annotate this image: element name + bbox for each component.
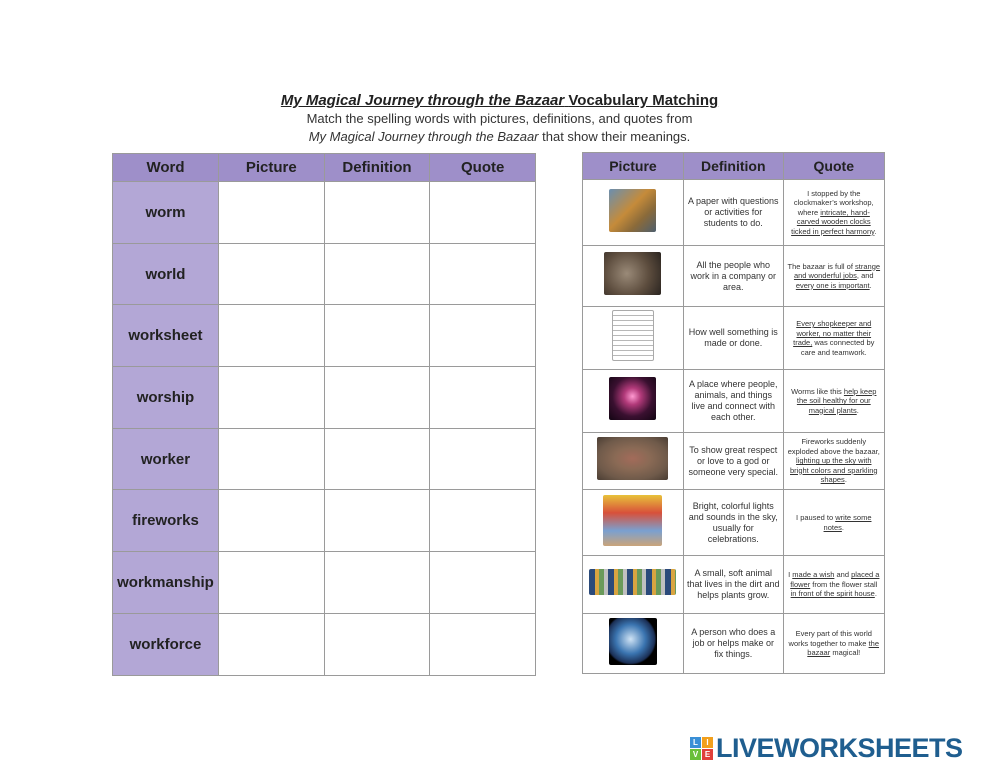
definition-drop-cell[interactable] (324, 490, 430, 552)
logo-letter: I (702, 737, 713, 748)
definition-drop-cell[interactable] (324, 243, 430, 305)
construction-worker-photo[interactable] (609, 189, 656, 232)
workforce-group-photo[interactable] (589, 569, 676, 595)
picture-option-cell[interactable] (583, 556, 684, 614)
quote-text: and (834, 570, 852, 580)
answer-row (113, 613, 536, 675)
definition-drop-cell[interactable] (324, 428, 430, 490)
quote-underlined-text: every one is important (795, 280, 870, 290)
option-row (583, 614, 885, 674)
option-row (583, 180, 885, 246)
title-rest: Vocabulary Matching (568, 92, 719, 109)
quote-text: Worms like this (791, 386, 844, 396)
quote-text: . (844, 475, 847, 485)
subtitle-book-name: My Magical Journey through the Bazaar (308, 129, 539, 144)
earth-globe-photo[interactable] (609, 618, 657, 665)
quote-option-cell[interactable] (783, 433, 884, 490)
word-cell: fireworks (113, 490, 219, 552)
header-word: Word (113, 154, 219, 182)
picture-drop-cell[interactable] (218, 367, 324, 429)
definition-option-cell[interactable]: All the people who work in a company or area. (683, 246, 783, 307)
quote-text: Fireworks suddenly exploded above the bazaar, (787, 437, 880, 456)
answer-row (113, 243, 536, 305)
answer-row (113, 490, 536, 552)
subtitle-line-2 (0, 128, 999, 146)
quote-text: . (874, 226, 877, 236)
temple-worship-photo[interactable] (603, 495, 662, 546)
answer-row (113, 428, 536, 490)
picture-option-cell[interactable] (583, 614, 684, 674)
quote-option-cell[interactable] (783, 370, 884, 433)
quote-text: was connected by care and teamwork. (800, 338, 875, 357)
picture-option-cell[interactable] (583, 490, 684, 556)
subtitle-line-1: Match the spelling words with pictures, definitions, and quotes from (306, 111, 693, 126)
definition-option-cell[interactable]: To show great respect or love to a god or someone very special. (683, 433, 783, 490)
quote-drop-cell[interactable] (430, 613, 536, 675)
quote-text: . (874, 589, 877, 599)
definition-option-cell[interactable]: A small, soft animal that lives in the dirt and helps plants grow. (683, 556, 783, 614)
definition-drop-cell[interactable] (324, 613, 430, 675)
word-cell: world (113, 243, 219, 305)
logo-squares-icon (690, 737, 713, 760)
answer-row (113, 182, 536, 244)
quote-underlined-text: write some notes (823, 513, 872, 532)
quote-text: Every part of this world works together to make (788, 629, 872, 648)
quote-underlined-text: in front of the spirit house (790, 589, 875, 599)
title-book-name: My Magical Journey through the Bazaar (280, 92, 565, 109)
definition-option-cell[interactable]: A place where people, animals, and things live and connect with each other. (683, 370, 783, 433)
liveworksheets-logo[interactable] (690, 733, 963, 763)
word-cell: worker (113, 428, 219, 490)
logo-letter: V (690, 749, 701, 760)
answer-table-header (113, 154, 536, 182)
quote-underlined-text: lighting up the sky with bright colors and sparkling shapes (790, 456, 878, 485)
quote-text: from the flower stall (810, 579, 878, 589)
quote-drop-cell[interactable] (430, 367, 536, 429)
picture-option-cell[interactable] (583, 370, 684, 433)
option-row (583, 556, 885, 614)
quote-underlined-text: the bazaar (807, 638, 880, 658)
word-cell: workmanship (113, 552, 219, 614)
quote-drop-cell[interactable] (430, 428, 536, 490)
options-header-picture: Picture (583, 153, 684, 180)
quote-underlined-text: made a wish (792, 570, 835, 580)
quote-text: magical! (830, 648, 861, 658)
quote-drop-cell[interactable] (430, 552, 536, 614)
earthworm-photo[interactable] (597, 437, 668, 480)
word-cell: worksheet (113, 305, 219, 367)
quote-option-cell[interactable] (783, 490, 884, 556)
quote-option-cell[interactable] (783, 180, 884, 246)
picture-drop-cell[interactable] (218, 182, 324, 244)
header-quote: Quote (430, 154, 536, 182)
definition-drop-cell[interactable] (324, 367, 430, 429)
quote-text: . (841, 522, 844, 532)
quote-underlined-text: help keep the soil healthy for our magical plants (796, 386, 877, 415)
picture-drop-cell[interactable] (218, 428, 324, 490)
picture-option-cell[interactable] (583, 433, 684, 490)
quote-drop-cell[interactable] (430, 305, 536, 367)
quote-drop-cell[interactable] (430, 182, 536, 244)
picture-drop-cell[interactable] (218, 490, 324, 552)
quote-drop-cell[interactable] (430, 490, 536, 552)
quote-underlined-text: Every shopkeeper and worker, no matter their trade, (793, 319, 872, 347)
craftsman-working-photo[interactable] (604, 252, 661, 295)
picture-drop-cell[interactable] (218, 552, 324, 614)
options-header-quote: Quote (783, 153, 884, 180)
title-block (0, 91, 999, 146)
logo-text: LIVEWORKSHEETS (716, 732, 963, 763)
answer-row (113, 305, 536, 367)
quote-option-cell[interactable] (783, 307, 884, 370)
definition-drop-cell[interactable] (324, 305, 430, 367)
option-row (583, 370, 885, 433)
quote-option-cell[interactable] (783, 556, 884, 614)
quote-text: . (856, 405, 859, 415)
picture-drop-cell[interactable] (218, 305, 324, 367)
picture-option-cell[interactable] (583, 246, 684, 307)
header-picture: Picture (218, 154, 324, 182)
worksheet-title (0, 91, 999, 110)
quote-drop-cell[interactable] (430, 243, 536, 305)
quote-text: , and (856, 271, 874, 281)
header-definition: Definition (324, 154, 430, 182)
definition-drop-cell[interactable] (324, 182, 430, 244)
logo-letter: E (702, 749, 713, 760)
options-header-definition: Definition (683, 153, 783, 180)
answer-row (113, 552, 536, 614)
answer-row (113, 367, 536, 429)
answer-table (112, 153, 536, 676)
definition-option-cell[interactable]: How well something is made or done. (683, 307, 783, 370)
picture-option-cell[interactable] (583, 307, 684, 370)
picture-drop-cell[interactable] (218, 613, 324, 675)
option-row (583, 490, 885, 556)
quote-underlined-text: intricate, hand-carved wooden clocks ticked in perfect harmony (791, 207, 875, 236)
word-cell: workforce (113, 613, 219, 675)
picture-option-cell[interactable] (583, 180, 684, 246)
definition-option-cell[interactable]: Bright, colorful lights and sounds in the sky, usually for celebrations. (683, 490, 783, 556)
quote-text: I stopped by the clockmaker’s workshop, where (793, 188, 874, 217)
definition-option-cell[interactable]: A person who does a job or helps make or fix things. (683, 614, 783, 674)
quote-text: . (869, 280, 872, 290)
options-table-header (583, 153, 885, 180)
fireworks-photo[interactable] (609, 377, 656, 420)
option-row (583, 307, 885, 370)
quote-text: I paused to (796, 513, 836, 522)
logo-letter: L (690, 737, 701, 748)
quote-option-cell[interactable] (783, 246, 884, 307)
quote-underlined-text: strange and wonderful jobs (793, 261, 881, 281)
options-table (582, 152, 885, 674)
quote-text: The bazaar is full of (787, 261, 856, 271)
quote-option-cell[interactable] (783, 614, 884, 674)
word-cell: worm (113, 182, 219, 244)
definition-drop-cell[interactable] (324, 552, 430, 614)
option-row (583, 246, 885, 307)
worksheet-image[interactable] (612, 310, 654, 361)
option-row (583, 433, 885, 490)
definition-option-cell[interactable]: A paper with questions or activities for students to do. (683, 180, 783, 246)
quote-underlined-text: placed a flower (790, 570, 880, 589)
quote-text: I (788, 570, 793, 580)
word-cell: worship (113, 367, 219, 429)
subtitle-rest: that show their meanings. (542, 129, 691, 144)
picture-drop-cell[interactable] (218, 243, 324, 305)
